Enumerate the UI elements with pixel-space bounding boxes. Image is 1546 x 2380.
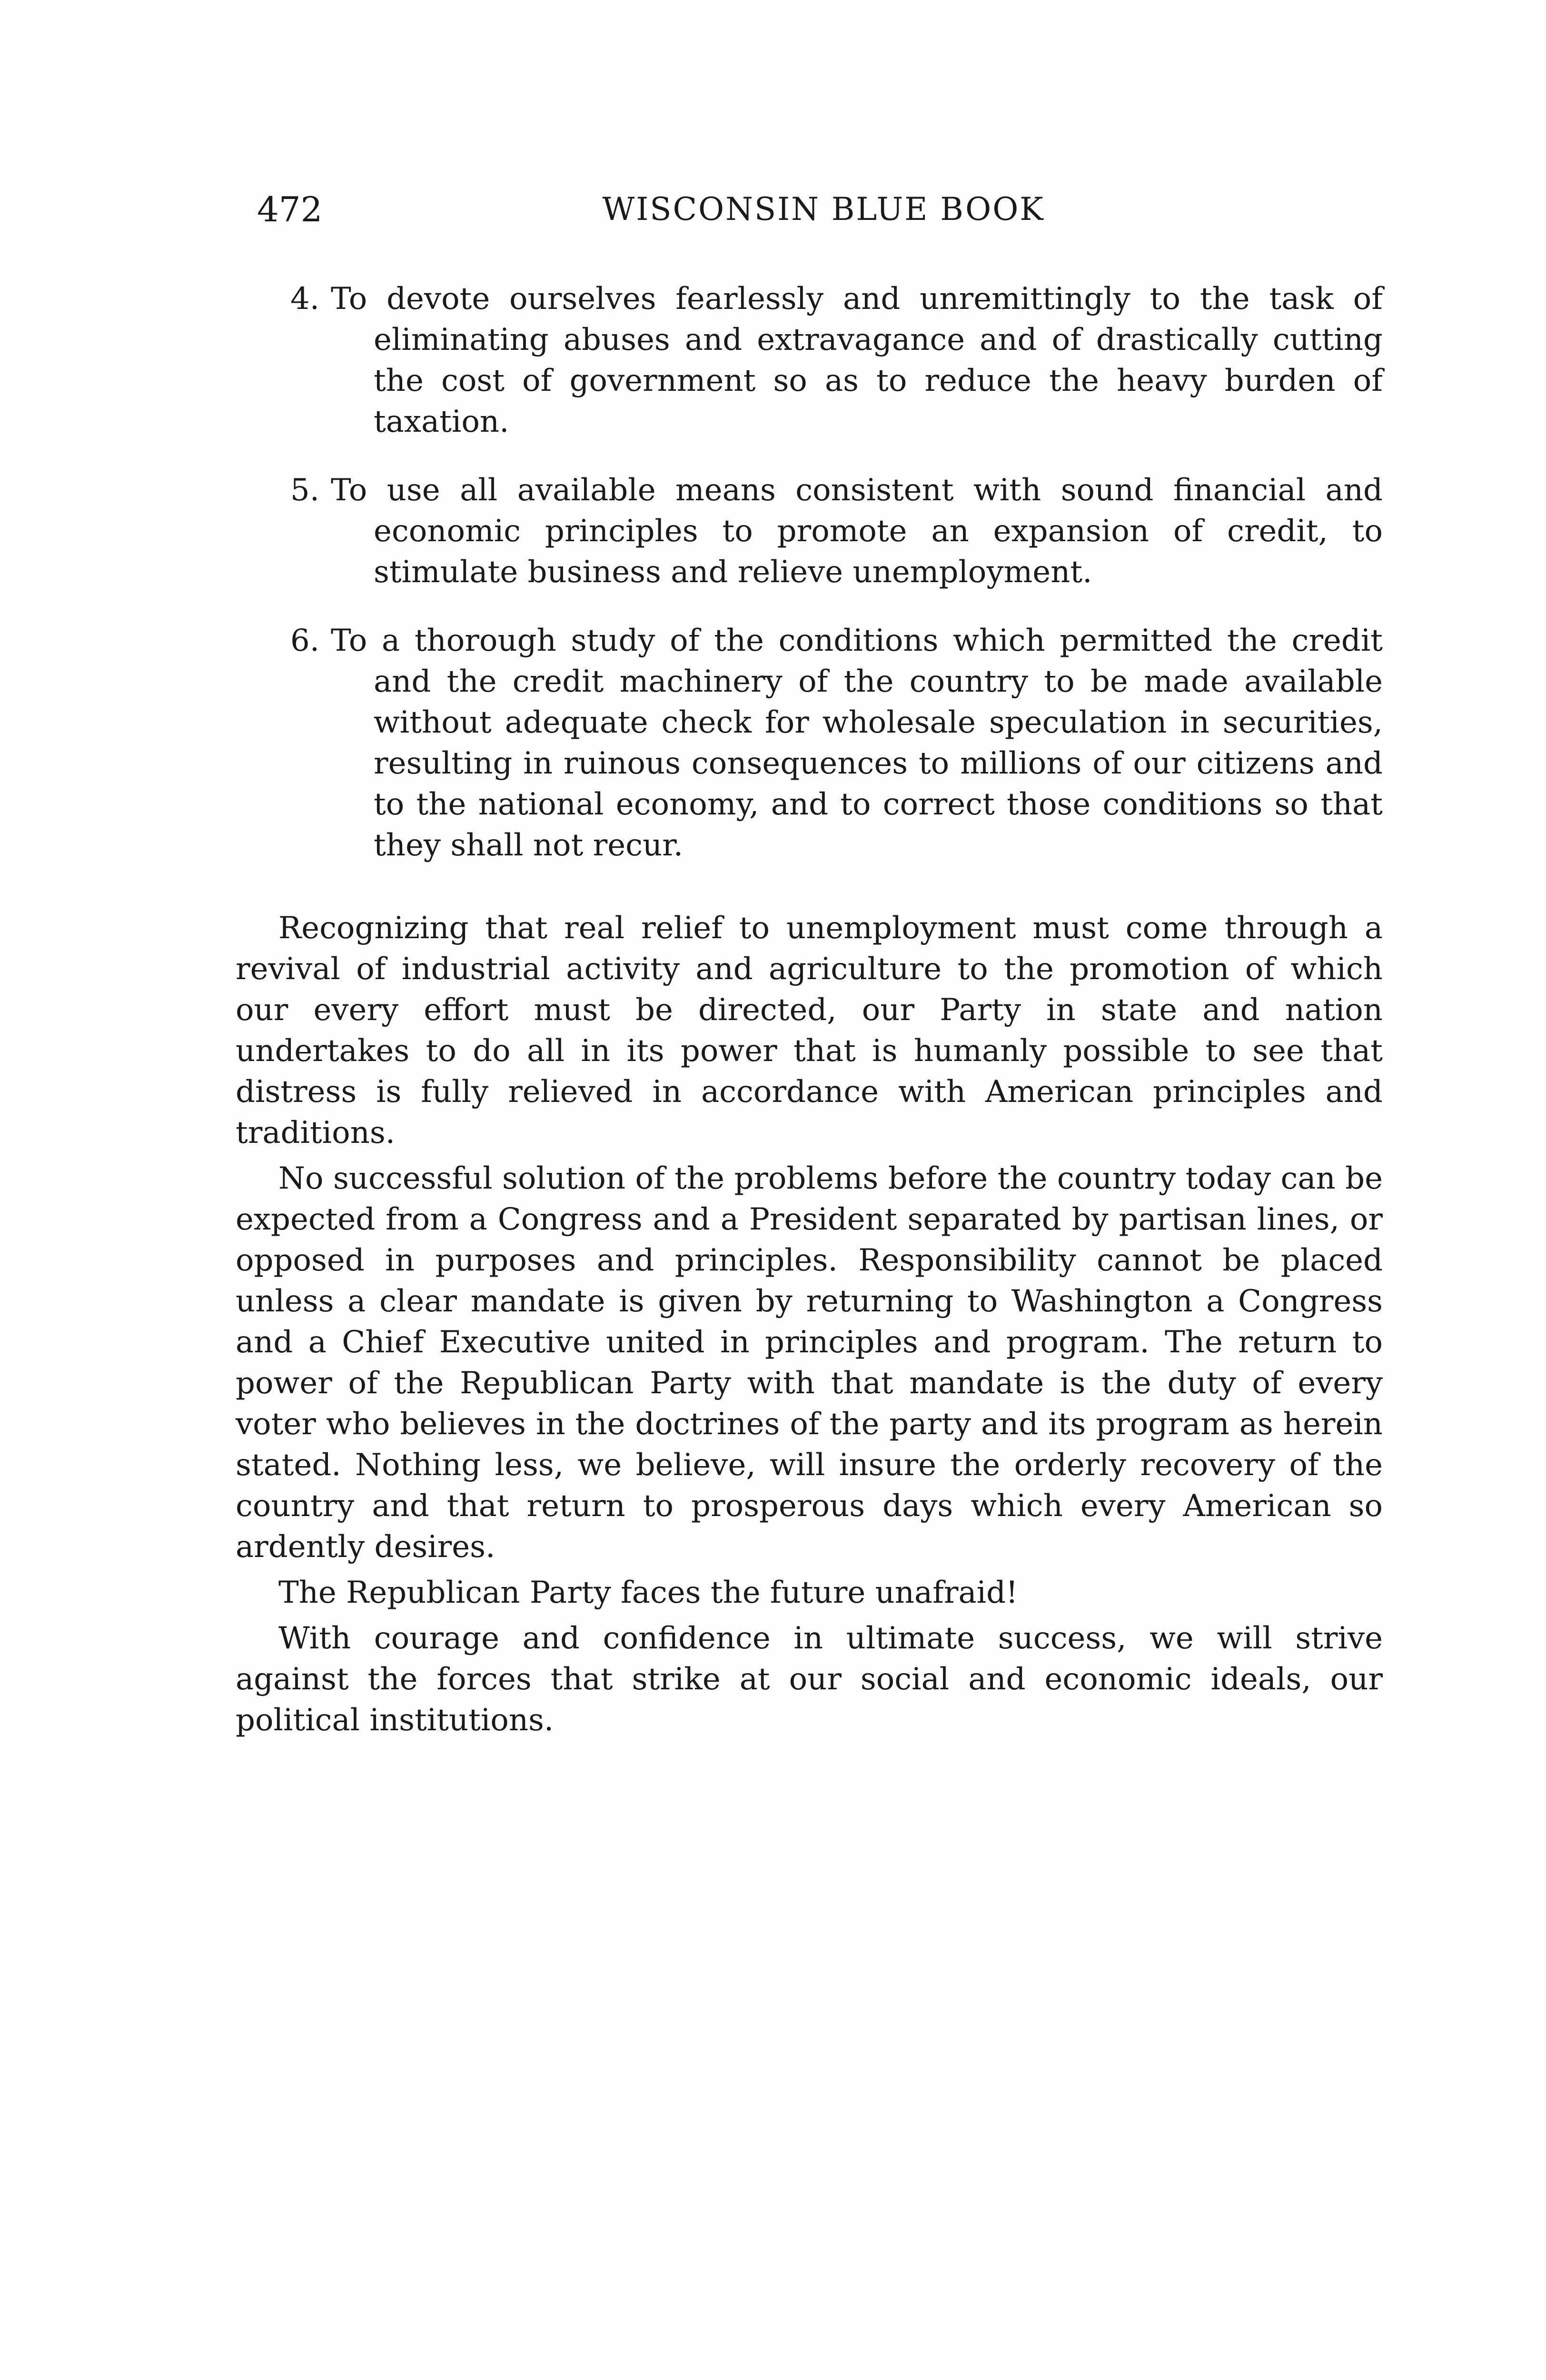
running-head xyxy=(257,186,1390,238)
list-item xyxy=(236,278,1383,442)
page-body xyxy=(236,278,1383,1745)
paragraph-courage: With courage and confidence in ultimate success, we will strive against the forces that strike at our social and economic ideals, our political institutions. xyxy=(236,1621,1383,1738)
list-item-number: 6. xyxy=(290,623,320,658)
section-spacer xyxy=(236,893,1383,908)
numbered-list xyxy=(236,278,1383,866)
list-item-number: 5. xyxy=(290,473,320,508)
paragraph-relief: Recognizing that real relief to unemployment must come through a revival of industrial activity and agriculture to the promotion of which our every effort must be directed, our Party in state and nation undertakes to do all in its power that is humanly possible to see that distress is fully relieved in accordance with American principles and traditions. xyxy=(236,911,1383,1150)
page-number: 472 xyxy=(257,189,323,229)
list-item-text: To use all available means consistent with sound financial and economic principles to promote an expansion of credit, to stimulate business and relieve unemployment. xyxy=(331,473,1383,590)
list-item-text: To a thorough study of the conditions which permitted the credit and the credit machinery of the country to be made available without adequate check for wholesale speculation in securities, resulting in ruinous consequences to millions of our citizens and to the national economy, and to correct those conditions so that they shall not recur. xyxy=(331,623,1383,863)
list-item xyxy=(236,620,1383,866)
list-item-text: To devote ourselves fearlessly and unremittingly to the task of eliminating abuses and extravagance and of drastically cutting the cost of government so as to reduce the heavy burden of taxation. xyxy=(331,281,1383,439)
page-title: WISCONSIN BLUE BOOK xyxy=(602,191,1045,228)
paragraph-unafraid: The Republican Party faces the future unafraid! xyxy=(278,1575,1018,1610)
paragraph-congress: No successful solution of the problems before the country today can be expected from a Congress and a President separated by partisan lines, or opposed in purposes and principles. Responsibility cannot be placed unless a clear mandate is given by returning to Washington a Congress and a Chief Executive united in principles and program. The return to power of the Republican Party with that mandate is the duty of every voter who believes in the doctrines of the party and its program as herein stated. Nothing less, we believe, will insure the orderly recovery of the country and that return to prosperous days which every American so ardently desires. xyxy=(236,1161,1383,1565)
list-item-number: 4. xyxy=(290,281,320,317)
list-item xyxy=(236,470,1383,593)
